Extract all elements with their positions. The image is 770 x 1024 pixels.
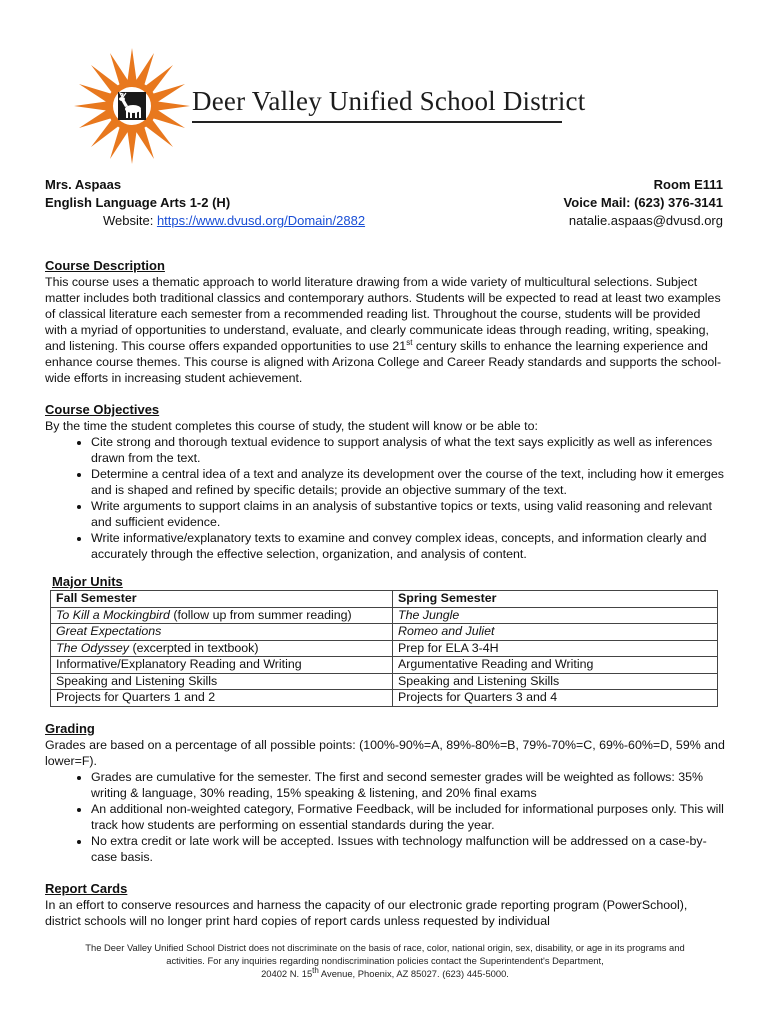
table-cell: Speaking and Listening Skills: [51, 673, 393, 690]
report-cards-heading: Report Cards: [45, 880, 128, 896]
contact-details: [564, 176, 723, 230]
list-item: • Cite strong and thorough textual evidence to support analysis of what the text says explicitly as well as inferences drawn from the text.: [91, 434, 725, 466]
email-address[interactable]: natalie.aspaas@dvusd.org: [568, 213, 723, 228]
unit-note: (excerpted in textbook): [129, 640, 259, 655]
teacher-info: [45, 176, 365, 230]
table-row: [51, 640, 718, 657]
website-line: [45, 212, 365, 230]
website-link[interactable]: https://www.dvusd.org/Domain/2882: [156, 213, 366, 228]
description-text-part1: This course uses a thematic approach to world literature drawing from a wide variety of multicultural selections. Subject matter includes both traditional classics and contemporary authors. Students will be expected to read at least two examples of classical literature each semester from a recommended reading list. Throughout the course, students will be provided with a myriad of opportunities to understand, evaluate, and clearly communicate ideas through reading, writing, speaking, and listening. This course offers expanded opportunities to use 21: [45, 275, 721, 353]
description-text-part2: century skills to enhance the learning experience and enhance course themes. This course is aligned with Arizona College and Career Ready standards and supports the school-wide efforts in increasing student achievement.: [45, 339, 722, 385]
list-item: • Determine a central idea of a text and analyze its development over the course of the text, including how it emerges and is shaped and refined by specific details; provide an objective summary of the text.: [91, 466, 725, 498]
unit-note: (follow up from summer reading): [169, 607, 352, 622]
table-row: [51, 607, 718, 624]
table-cell: Projects for Quarters 3 and 4: [393, 690, 718, 707]
grading-heading: Grading: [45, 720, 95, 736]
grading-intro: Grades are based on a percentage of all possible points: (100%-90%=A, 89%-80%=B, 79%-70%=C, 69%-60%=D, 59% and lower=F).: [45, 737, 725, 768]
course-objectives-heading: Course Objectives: [45, 402, 160, 417]
course-description-heading: Course Description: [45, 258, 165, 273]
website-label: Website:: [103, 213, 157, 228]
table-cell: Great Expectations: [51, 624, 393, 641]
table-cell: Speaking and Listening Skills: [393, 673, 718, 690]
header-divider: [192, 121, 562, 123]
table-cell: [51, 640, 393, 657]
table-cell: Argumentative Reading and Writing: [393, 657, 718, 674]
course-name: English Language Arts 1-2 (H): [45, 195, 231, 210]
description-sup: st: [406, 337, 413, 347]
table-row: [51, 673, 718, 690]
major-units-heading: Major Units: [52, 574, 123, 589]
footer-line: activities. For any inquiries regarding nondiscrimination policies contact the Superintendent's Department,: [166, 955, 604, 966]
list-item: • Write informative/explanatory texts to examine and convey complex ideas, concepts, and information clearly and accurately through the effective selection, organization, and analysis of content.: [91, 530, 725, 562]
list-item: • Grades are cumulative for the semester. The first and second semester grades will be weighted as follows: 35% writing & language, 30% reading, 15% speaking & listening, and 20% final exams: [91, 769, 725, 801]
report-cards-text: In an effort to conserve resources and harness the capacity of our electronic grade reporting program (PowerSchool), district schools will no longer print hard copies of report cards unless requested by individual: [45, 897, 688, 928]
teacher-name: Mrs. Aspaas: [45, 177, 122, 192]
room-number: Room E111: [653, 177, 723, 192]
table-cell: Informative/Explanatory Reading and Writing: [51, 657, 393, 674]
course-description-text: [45, 274, 725, 386]
table-row: [51, 624, 718, 641]
table-row: [51, 690, 718, 707]
footer-sup: th: [312, 965, 319, 975]
district-name: Deer Valley Unified School District: [192, 86, 586, 116]
table-row: [51, 657, 718, 674]
grading-list: [45, 769, 725, 865]
footer-address-part1: 20402 N. 15: [261, 968, 313, 979]
list-item: • Write arguments to support claims in an analysis of substantive topics or texts, using valid reasoning and relevant and sufficient evidence.: [91, 498, 725, 530]
district-logo-icon: [70, 44, 210, 174]
footer-address-part2: Avenue, Phoenix, AZ 85027. (623) 445-5000.: [318, 968, 509, 979]
table-header-row: [51, 591, 718, 608]
objectives-list: [45, 434, 725, 562]
table-cell: Projects for Quarters 1 and 2: [51, 690, 393, 707]
syllabus-content: [45, 258, 725, 929]
spring-semester-header: Spring Semester: [393, 591, 718, 608]
unit-title: To Kill a Mockingbird: [56, 607, 170, 622]
footer-line: The Deer Valley Unified School District does not discriminate on the basis of race, color, national origin, sex, disability, or age in its programs and: [85, 942, 685, 953]
table-cell: Prep for ELA 3-4H: [393, 640, 718, 657]
table-cell: The Jungle: [393, 607, 718, 624]
list-item: • An additional non-weighted category, Formative Feedback, will be included for informational purposes only. This will track how students are performing on essential standards during the year.: [91, 801, 725, 833]
list-item: • No extra credit or late work will be accepted. Issues with technology malfunction will be addressed on a case-by-case basis.: [91, 833, 725, 865]
unit-title: The Odyssey: [56, 640, 129, 655]
major-units-table: [50, 590, 718, 707]
fall-semester-header: Fall Semester: [51, 591, 393, 608]
footer-address: [40, 967, 730, 980]
objectives-intro: By the time the student completes this course of study, the student will know or be able to:: [45, 419, 538, 433]
table-cell: [51, 607, 393, 624]
table-cell: Romeo and Juliet: [393, 624, 718, 641]
voicemail: Voice Mail: (623) 376-3141: [563, 195, 723, 210]
nondiscrimination-footer: [40, 941, 730, 980]
